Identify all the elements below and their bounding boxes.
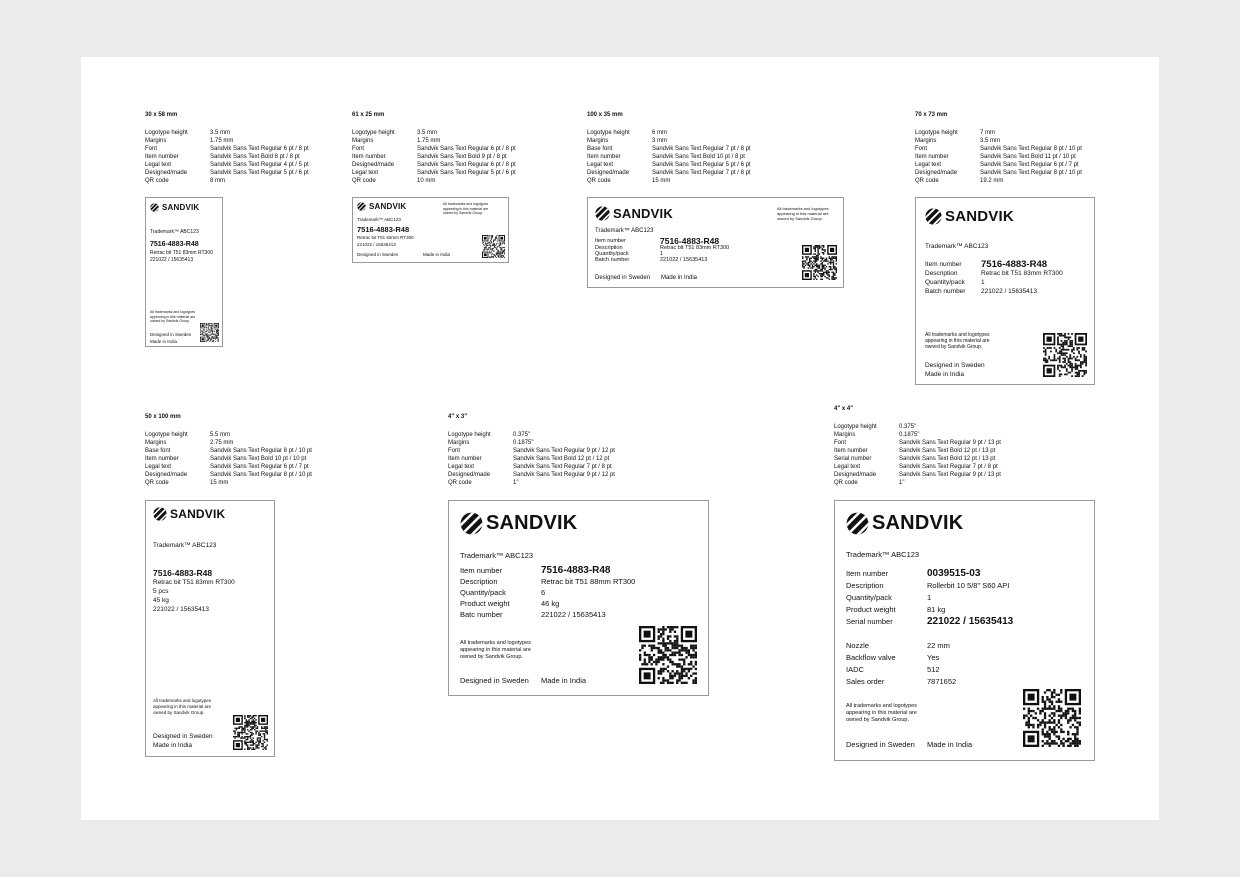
row-item-number: Item number 7516-4883-R48 <box>595 236 720 246</box>
spec-value: 1.75 mm <box>417 138 441 144</box>
spec-row <box>145 439 312 447</box>
spec-key: Logotype height <box>352 130 395 136</box>
spec-value: Sandvik Sans Text Bold 12 pt / 12 pt <box>513 456 610 462</box>
spec-value: 3.5 mm <box>980 138 1001 144</box>
spec-row <box>145 455 312 463</box>
spec-row <box>448 455 615 463</box>
row-description: Description Retrac bit T51 83mm RT300 <box>595 245 730 251</box>
spec-row <box>834 439 1001 447</box>
spec-key: QR code <box>834 480 858 486</box>
spec-key: Margins <box>145 440 167 446</box>
spec-value: Sandvik Sans Text Regular 6 pt / 8 pt <box>210 146 309 152</box>
spec-value: 3 mm <box>652 138 667 144</box>
spec-value: 1" <box>513 480 519 486</box>
spec-key: Base font <box>145 448 171 454</box>
spec-key: Item number <box>834 448 868 454</box>
row-description: Description Retrac bit T51 88mm RT300 <box>460 577 636 586</box>
spec-key: Designed/made <box>915 170 958 176</box>
made-in: Made in India <box>661 275 698 281</box>
spec-row <box>448 447 615 455</box>
info-table-2 <box>846 640 956 688</box>
spec-row <box>145 153 309 161</box>
spec-value: 0.1875" <box>899 432 920 438</box>
spec-value: Sandvik Sans Text Regular 4 pt / 5 pt <box>210 162 309 168</box>
spec-key: Designed/made <box>834 472 877 478</box>
spec-value: Sandvik Sans Text Regular 6 pt / 8 pt <box>417 162 516 168</box>
spec-value: Sandvik Sans Text Regular 5 pt / 6 pt <box>417 170 516 176</box>
spec-row <box>915 169 1082 177</box>
item-number: 7516-4883-R48 <box>357 225 410 234</box>
spec-key: Logotype height <box>145 432 188 438</box>
spec-key: Designed/made <box>145 472 188 478</box>
sandvik-logo: SANDVIK <box>153 507 225 521</box>
made-in: Made in India <box>423 252 451 257</box>
label-100x35 <box>587 197 844 288</box>
batch-number: 221022 / 15635413 <box>150 257 194 263</box>
row-iadc: IADC 512 <box>846 665 940 674</box>
row-nozzle: Nozzle 22 mm <box>846 641 950 650</box>
spec-key: Item number <box>352 154 386 160</box>
qr-code-icon <box>1023 689 1081 747</box>
sandvik-logo: SANDVIK <box>595 206 673 221</box>
item-number: 7516-4883-R48 <box>150 241 199 248</box>
trademark-text: Trademark™ ABC123 <box>925 243 989 250</box>
spec-row <box>448 471 615 479</box>
sandvik-logo: SANDVIK <box>460 512 577 535</box>
spec-key: Legal text <box>145 464 172 470</box>
spec-key: Logotype height <box>834 424 877 430</box>
spec-row <box>352 161 516 169</box>
spec-row <box>145 431 312 439</box>
spec-key: Margins <box>448 440 470 446</box>
spec-key: Legal text <box>587 162 614 168</box>
spec-value: 1.75 mm <box>210 138 234 144</box>
spec-value: Sandvik Sans Text Regular 8 pt / 10 pt <box>980 170 1082 176</box>
designed-in: Designed in Sweden <box>925 362 985 369</box>
spec-value: Sandvik Sans Text Bold 11 pt / 10 pt <box>980 154 1076 160</box>
spec-row <box>834 431 1001 439</box>
spec-value: 1" <box>899 480 905 486</box>
spec-size: 30 x 58 mm <box>145 112 178 118</box>
designed-in: Designed in Sweden <box>595 275 651 281</box>
sandvik-logo: SANDVIK <box>846 512 963 535</box>
spec-row <box>915 153 1082 161</box>
spec-key: Designed/made <box>145 170 188 176</box>
qr-code-icon <box>1043 333 1087 377</box>
spec-value: Sandvik Sans Text Bold 10 pt / 8 pt <box>652 154 745 160</box>
qr-code-icon <box>233 715 268 750</box>
legal-text: All trademarks and logotypes appearing in this material are owned by Sandvik Group. <box>925 332 990 350</box>
spec-value: Sandvik Sans Text Regular 8 pt / 10 pt <box>210 472 312 478</box>
spec-key: Font <box>915 146 928 152</box>
spec-row <box>145 447 312 455</box>
trademark-text: Trademark™ ABC123 <box>460 551 534 560</box>
qr-code-icon <box>200 323 219 342</box>
batch-number: 221022 / 15635413 <box>357 242 396 247</box>
spec-value: 6 mm <box>652 130 667 136</box>
row-sales-order: Sales order 7871652 <box>846 677 957 686</box>
designed-in: Designed in Sweden <box>846 740 915 749</box>
spec-value: Sandvik Sans Text Bold 10 pt / 10 pt <box>210 456 307 462</box>
spec-key: Designed/made <box>448 472 491 478</box>
row-quantity: Quantity/pack 1 <box>595 251 664 257</box>
spec-value: 0.375" <box>899 424 917 430</box>
spec-row <box>834 471 1001 479</box>
row-batch: Batc number 221022 / 15635413 <box>460 610 606 619</box>
designed-in: Designed in Sweden <box>460 676 529 685</box>
legal-text: All trademarks and logotypes appearing in this material are owned by Sandvik Group. <box>460 640 531 660</box>
spec-value: 7 mm <box>980 130 995 136</box>
spec-key: Font <box>834 440 847 446</box>
spec-row <box>448 439 615 447</box>
info-table <box>846 568 1013 628</box>
label-30x58 <box>145 197 223 347</box>
spec-row <box>915 145 1082 153</box>
spec-row <box>587 137 751 145</box>
spec-size: 100 x 35 mm <box>587 112 623 118</box>
spec-key: Item number <box>587 154 621 160</box>
spec-value: Sandvik Sans Text Regular 7 pt / 8 pt <box>652 170 751 176</box>
spec-row <box>352 153 516 161</box>
row-backflow: Backflow valve Yes <box>846 653 940 662</box>
spec-value: 5.5 mm <box>210 432 231 438</box>
spec-size: 4" x 3" <box>448 414 468 420</box>
made-in: Made in India <box>153 742 193 749</box>
spec-row <box>145 145 309 153</box>
label-70x73 <box>915 197 1095 385</box>
spec-row <box>145 471 312 479</box>
legal-text: All trademarks and logotypes appearing in this material are owned by Sandvik Group. <box>777 206 829 221</box>
info-table <box>925 260 1063 296</box>
trademark-text: Trademark™ ABC123 <box>150 229 199 235</box>
spec-key: Item number <box>145 456 179 462</box>
spec-block <box>915 111 1082 185</box>
spec-row <box>352 177 516 185</box>
item-number: 7516-4883-R48 <box>153 568 213 578</box>
spec-key: QR code <box>145 480 169 486</box>
legal-text: All trademarks and logotypes appearing in this material are owned by Sandvik Group. <box>150 310 196 323</box>
info-table <box>595 238 729 263</box>
label-4x3-in <box>448 500 709 696</box>
spec-key: Margins <box>352 138 374 144</box>
spec-row <box>145 129 309 137</box>
qr-code-icon <box>802 245 837 280</box>
sandvik-mark-icon <box>153 507 167 521</box>
spec-key: Margins <box>145 138 167 144</box>
spec-value: 0.1875" <box>513 440 534 446</box>
spec-block <box>145 413 312 487</box>
spec-value: Sandvik Sans Text Regular 8 pt / 10 pt <box>980 146 1082 152</box>
spec-value: 3.5 mm <box>417 130 438 136</box>
made-in: Made in India <box>925 371 965 378</box>
spec-size: 70 x 73 mm <box>915 112 948 118</box>
spec-key: Font <box>145 146 158 152</box>
spec-block <box>145 111 309 185</box>
spec-value: Sandvik Sans Text Bold 12 pt / 13 pt <box>899 456 996 462</box>
spec-row <box>145 137 309 145</box>
sandvik-mark-icon <box>357 202 366 211</box>
sandvik-mark-icon <box>925 208 942 225</box>
row-serial: Serial number 221022 / 15635413 <box>846 616 1014 627</box>
made-in: Made in India <box>927 740 973 749</box>
spec-value: 3.5 mm <box>210 130 231 136</box>
spec-key: Item number <box>915 154 949 160</box>
row-quantity: Quantity/pack 1 <box>846 593 932 602</box>
label-61x25 <box>352 197 509 263</box>
spec-key: Font <box>448 448 461 454</box>
spec-block <box>448 413 615 487</box>
spec-value: 2.75 mm <box>210 440 234 446</box>
sandvik-logo: SANDVIK <box>150 203 199 212</box>
spec-key: Item number <box>448 456 482 462</box>
trademark-text: Trademark™ ABC123 <box>846 550 920 559</box>
spec-value: Sandvik Sans Text Regular 8 pt / 10 pt <box>210 448 312 454</box>
spec-row <box>352 137 516 145</box>
spec-key: Margins <box>915 138 937 144</box>
spec-row <box>352 169 516 177</box>
spec-key: QR code <box>145 178 169 184</box>
spec-size: 50 x 100 mm <box>145 414 181 420</box>
spec-row <box>587 145 751 153</box>
spec-key: Legal text <box>915 162 942 168</box>
spec-row <box>352 129 516 137</box>
spec-value: 10 mm <box>417 178 436 184</box>
row-quantity: Quantity/pack 6 <box>460 588 546 597</box>
spec-row <box>834 455 1001 463</box>
spec-value: Sandvik Sans Text Bold 8 pt / 8 pt <box>210 154 300 160</box>
row-weight: Product weight 46 kg <box>460 599 560 608</box>
designed-in: Designed in Sweden <box>150 332 192 337</box>
item-details: Retrac bit T51 83mm RT300 5 pcs 45 kg 221022 / 15635413 <box>153 579 235 613</box>
spec-size: 4" x 4" <box>834 406 854 412</box>
spec-key: Item number <box>145 154 179 160</box>
spec-row <box>145 177 309 185</box>
spec-value: 0.375" <box>513 432 531 438</box>
spec-row <box>145 161 309 169</box>
sandvik-logo: SANDVIK <box>925 208 1014 225</box>
spec-value: Sandvik Sans Text Regular 6 pt / 7 pt <box>980 162 1079 168</box>
row-batch: Batch number 221022 / 15635413 <box>595 257 708 263</box>
info-table <box>460 565 635 620</box>
made-in: Made in India <box>541 676 587 685</box>
spec-row <box>145 479 312 487</box>
spec-key: Legal text <box>352 170 379 176</box>
spec-row <box>145 463 312 471</box>
spec-row <box>587 129 751 137</box>
spec-block <box>587 111 751 185</box>
description: Retrac bit T51 83mm RT300 <box>357 235 414 240</box>
spec-value: Sandvik Sans Text Regular 7 pt / 8 pt <box>513 464 612 470</box>
spec-sheet <box>81 57 1159 820</box>
sandvik-mark-icon <box>460 512 483 535</box>
spec-value: Sandvik Sans Text Regular 6 pt / 8 pt <box>417 146 516 152</box>
spec-key: Base font <box>587 146 613 152</box>
spec-row <box>834 479 1001 487</box>
spec-value: 19.2 mm <box>980 178 1004 184</box>
spec-row <box>834 447 1001 455</box>
spec-key: QR code <box>915 178 939 184</box>
legal-text: All trademarks and logotypes appearing in this material are owned by Sandvik Group. <box>846 703 917 723</box>
qr-code-icon <box>639 626 697 684</box>
spec-key: Logotype height <box>145 130 188 136</box>
spec-value: Sandvik Sans Text Regular 5 pt / 6 pt <box>652 162 751 168</box>
sandvik-mark-icon <box>846 512 869 535</box>
label-50x100 <box>145 500 275 757</box>
legal-text: All trademarks and logotypes appearing in this material are owned by Sandvik Group. <box>443 202 489 215</box>
spec-value: Sandvik Sans Text Regular 7 pt / 8 pt <box>652 146 751 152</box>
trademark-text: Trademark™ ABC123 <box>153 542 217 549</box>
label-4x4-in <box>834 500 1095 761</box>
spec-value: 8 mm <box>210 178 225 184</box>
spec-row <box>448 479 615 487</box>
spec-key: Legal text <box>145 162 172 168</box>
sandvik-logo: SANDVIK <box>357 202 406 211</box>
spec-row <box>448 431 615 439</box>
spec-row <box>145 169 309 177</box>
spec-row <box>352 145 516 153</box>
spec-key: QR code <box>448 480 472 486</box>
spec-value: Sandvik Sans Text Regular 9 pt / 13 pt <box>899 440 1001 446</box>
spec-key: QR code <box>587 178 611 184</box>
spec-key: Margins <box>587 138 609 144</box>
sandvik-mark-icon <box>150 203 159 212</box>
row-item-number: Item number 7516-4883-R48 <box>925 259 1048 270</box>
trademark-text: Trademark™ ABC123 <box>595 228 654 234</box>
designed-in: Designed in Sweden <box>153 733 213 740</box>
spec-row <box>587 177 751 185</box>
spec-key: Designed/made <box>352 162 395 168</box>
spec-row <box>915 137 1082 145</box>
spec-row <box>587 161 751 169</box>
spec-key: Legal text <box>834 464 861 470</box>
row-description: Description Rollerbit 10 5/8" S60 API <box>846 581 1010 590</box>
spec-key: Margins <box>834 432 856 438</box>
qr-code-icon <box>482 235 505 258</box>
spec-block <box>352 111 516 185</box>
row-description: Description Retrac bit T51 83mm RT300 <box>925 270 1063 277</box>
spec-value: Sandvik Sans Text Regular 9 pt / 12 pt <box>513 472 615 478</box>
description: Retrac bit T51 83mm RT300 <box>150 250 213 256</box>
spec-value: Sandvik Sans Text Regular 6 pt / 7 pt <box>210 464 309 470</box>
row-item-number: Item number 7516-4883-R48 <box>460 565 611 576</box>
spec-key: Legal text <box>448 464 475 470</box>
spec-key: Logotype height <box>448 432 491 438</box>
spec-value: Sandvik Sans Text Regular 9 pt / 13 pt <box>899 472 1001 478</box>
spec-value: Sandvik Sans Text Bold 9 pt / 8 pt <box>417 154 507 160</box>
sandvik-mark-icon <box>595 206 610 221</box>
row-item-number: Item number 0039515-03 <box>846 568 981 579</box>
spec-key: Logotype height <box>587 130 630 136</box>
spec-value: Sandvik Sans Text Regular 5 pt / 6 pt <box>210 170 309 176</box>
row-weight: Product weight 81 kg <box>846 605 946 614</box>
spec-row <box>587 169 751 177</box>
trademark-text: Trademark™ ABC123 <box>357 217 401 222</box>
spec-key: Font <box>352 146 365 152</box>
legal-text: All trademarks and logotypes appearing in this material are owned by Sandvik Group. <box>153 698 212 715</box>
spec-value: Sandvik Sans Text Regular 9 pt / 12 pt <box>513 448 615 454</box>
spec-key: QR code <box>352 178 376 184</box>
spec-value: Sandvik Sans Text Bold 12 pt / 13 pt <box>899 448 996 454</box>
spec-row <box>915 161 1082 169</box>
spec-key: Logotype height <box>915 130 958 136</box>
spec-row <box>448 463 615 471</box>
row-batch: Batch number 221022 / 15635413 <box>925 288 1038 295</box>
spec-row <box>834 423 1001 431</box>
spec-block <box>834 405 1001 487</box>
spec-value: Sandvik Sans Text Regular 7 pt / 8 pt <box>899 464 998 470</box>
spec-row <box>834 463 1001 471</box>
row-quantity: Quantity/pack 1 <box>925 279 985 286</box>
made-in: Made in India <box>150 339 178 344</box>
spec-size: 61 x 25 mm <box>352 112 385 118</box>
spec-value: 15 mm <box>652 178 671 184</box>
spec-row <box>587 153 751 161</box>
designed-in: Designed in Sweden <box>357 252 399 257</box>
spec-value: 15 mm <box>210 480 229 486</box>
spec-key: Serial number <box>834 456 872 462</box>
spec-key: Designed/made <box>587 170 630 176</box>
spec-row <box>915 177 1082 185</box>
spec-row <box>915 129 1082 137</box>
